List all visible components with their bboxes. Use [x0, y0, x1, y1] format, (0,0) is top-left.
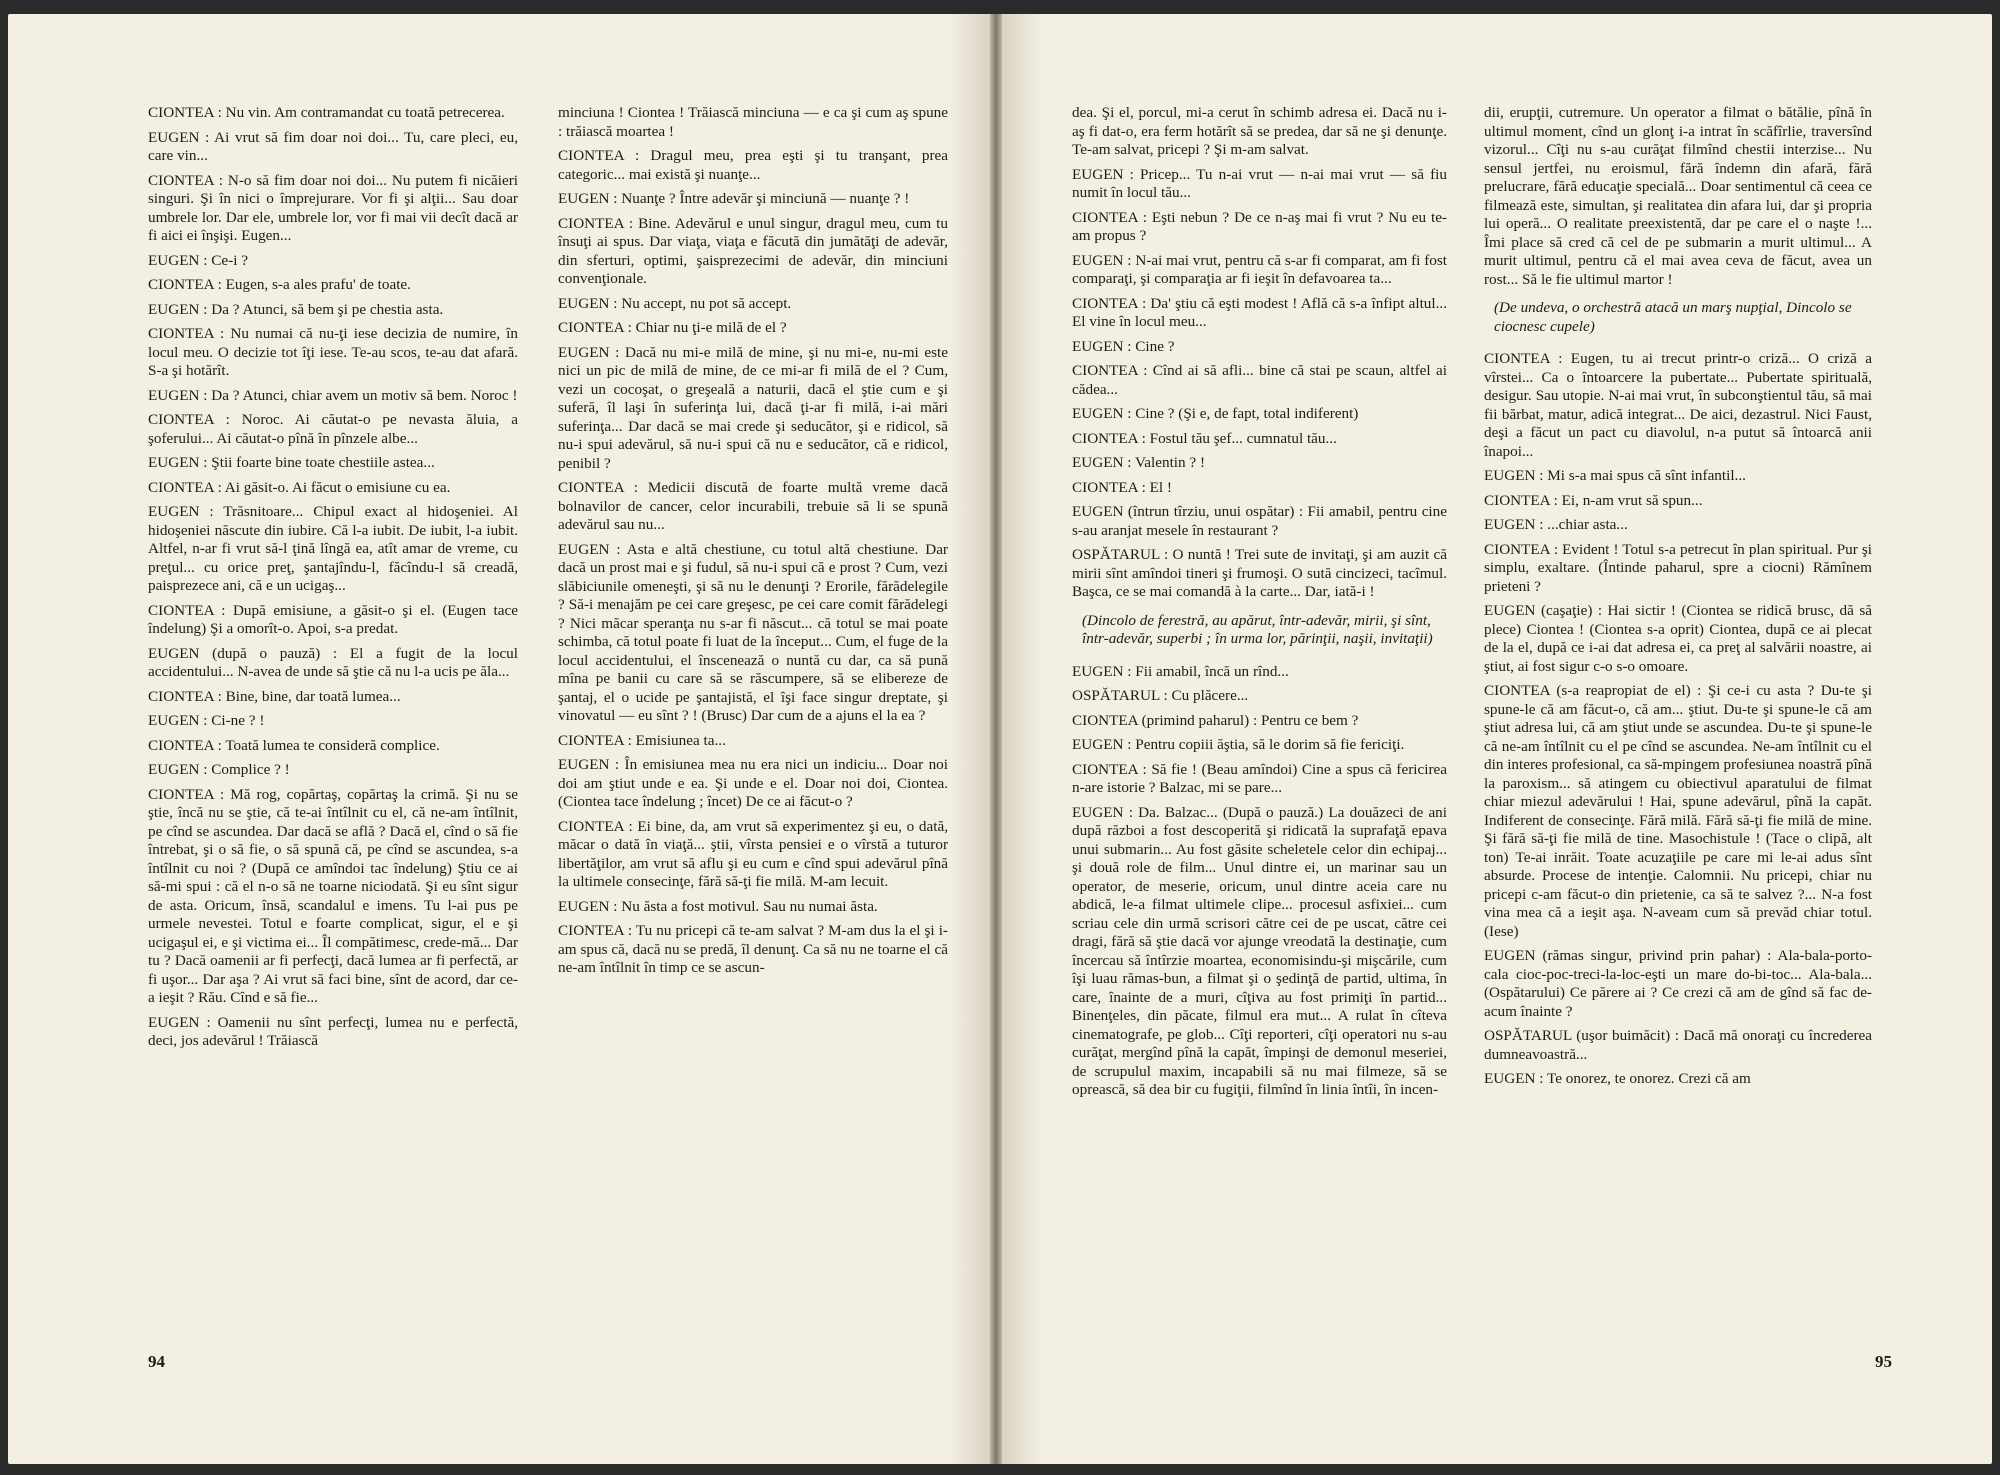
dialogue-line: EUGEN : ...chiar asta...: [1484, 516, 1628, 533]
dialogue-line: EUGEN (caşaţie) : Hai sictir ! (Ciontea se ridică brusc, dă să plece) Ciontea ! (Ciontea s-a oprit) Ciontea, după ce ai plecat de la el, după ce i-ai dat adresa ei, ca preţ al salvării noastre, ai ştiut, ai fost sigur c-o s-o omoare.: [1484, 602, 1872, 675]
dialogue-line: CIONTEA : Tu nu pricepi că te-am salvat ? M-am dus la el şi i-am spus că, dacă nu se predă, îl denunţ. Ca să nu ne toarne el că ne-am întîlnit în timp ce se ascun-: [558, 922, 948, 976]
dialogue-line: dea. Şi el, porcul, mi-a cerut în schimb adresa ei. Dacă nu i-aş fi dat-o, era ferm hotărît să se predea, dar să ne şi denunţe. Te-am salvat, pricepi ? Şi m-am salvat.: [1072, 104, 1447, 158]
dialogue-line: EUGEN : Te onorez, te onorez. Crezi că am: [1484, 1070, 1751, 1087]
dialogue-line: EUGEN : Dacă nu mi-e milă de mine, şi nu mi-e, nu-mi este nici un pic de milă de mine, de ce mi-ar fi milă de el ? Cum, vezi un cocoşat, o greşeală a naturii, dacă el ştie cum e şi suferă, îl laşi în suferinţa lui, dacă ţi-ar fi milă, i-ai mări suferinţa... Dar dacă se mai crede şi seducător, şi e ridicol, să nu-i spui adevărul, să nu-i spui că nu e seducător, că e ridicol, penibil ?: [558, 343, 948, 472]
gutter-shadow: [1002, 14, 1042, 1464]
dialogue-line: CIONTEA : Ei, n-am vrut să spun...: [1484, 491, 1703, 509]
dialogue-line: OSPĂTARUL : O nuntă ! Trei sute de invitaţi, şi am auzit că mirii sînt amîndoi tineri şi frumoşi. O sută cincizeci, tacîmul. Başca, ce se mai comandă à la carte... Dar, iată-i !: [1072, 546, 1447, 600]
dialogue-line: CIONTEA : Să fie ! (Beau amîndoi) Cine a spus că fericirea n-are istorie ? Balzac, mi se pare...: [1072, 760, 1447, 796]
stage-direction: (Dincolo de ferestră, au apărut, într-adevăr, mirii, şi sînt, într-adevăr, superbi ; în urma lor, părinţii, naşii, invitaţii): [1082, 611, 1433, 647]
page-number: 94: [148, 1352, 165, 1371]
gutter-shadow: [950, 14, 990, 1464]
right-column-2: [1484, 104, 1872, 1095]
dialogue-line: EUGEN : Da ? Atunci, să bem şi pe chestia asta.: [148, 300, 444, 318]
dialogue-line: EUGEN : Da. Balzac... (După o pauză.) La douăzeci de ani după război a fost descoperită şi ridicată la suprafaţă epava unui submarin... Au fost găsite scheletele celor din echipaj... şi două role de film... Unul dintre ei, un marinar sau un operator, de meserie, oricum, unul dintre aceia care nu abdică, le-a filmat ultimele clipe... procesul asfixiei... cum scriau cele din urmă scrisori către cei de pe uscat, către cei dragi, fără să ştie dacă vor ajunge vreodată la destinaţie, cum încercau să întîrzie moartea, economisindu-şi mişcările, cum îşi luau rămas-bun, a filmat şi o şedinţă de partid, ultima, în care, înainte de a muri, cîţiva au fost primiţi în partid... Binenţeles, din păcate, filmul era mut... A rulat în cîteva cinematografe, pe glob... Cîţi reporteri, cîţi operatori nu s-au curăţat, mergînd pînă la capăt, împinşi de demonul meseriei, de scrupulul maxim, incapabili să nu mai filmeze, să se oprească, să dea bir cu fugiţii, filmînd în linia întîi, în incen-: [1072, 803, 1447, 1098]
dialogue-line: EUGEN : Nu ăsta a fost motivul. Sau nu numai ăsta.: [558, 897, 878, 915]
dialogue-line: CIONTEA : Dragul meu, prea eşti şi tu tranşant, prea categoric... mai există şi nuanţe...: [558, 147, 948, 183]
dialogue-line: CIONTEA : N-o să fim doar noi doi... Nu putem fi nicăieri singuri. Şi în nici o împrejurare. Vor fi şi alţii... Sau doar umbrele lor. Dar ele, umbrele lor, vor fi mai vii decît dacă ar fi aici ei înşişi. Eugen...: [148, 171, 518, 244]
right-page: [1002, 14, 1992, 1464]
dialogue-line: CIONTEA (s-a reapropiat de el) : Şi ce-i cu asta ? Du-te şi spune-le că am făcut-o, că am... ştiut. Du-te şi spune-le că am ştiut adresa lui, că am ştiut unde se ascundea. Du-te şi spune-le că ne-am întîlnit cu el pe cînd se ascundea. Ne-am întîlnit cu el din interes profesional, ca să-mpingem profesiunea noastră pînă la paroxism... să atingem cu obiectivul aparatului de filmat chiar miezul adevărului ! Hai, spune adevărul, pînă la capăt. Indiferent de consecinţe. Fără milă. Fără să-ţi fie milă de mine. Şi fără să-ţi fie milă de tine. Masochistule ! (Tace o clipă, alt ton) Te-ai inrăit. Toate acuzaţiile pe care mi le-ai adus sînt absurde. Procese de intenţie. Calomnii. Nu pricepi, chiar nu pricepi c-am făcut-o din prietenie, ca să te salvez ?... N-a fost vina mea că a ieşit aşa. N-aveam cum să prevăd chiar totul. (Iese): [1484, 682, 1872, 940]
dialogue-line: CIONTEA (primind paharul) : Pentru ce bem ?: [1072, 711, 1359, 729]
dialogue-line: CIONTEA : El !: [1072, 478, 1172, 496]
dialogue-line: CIONTEA : Ai găsit-o. Ai făcut o emisiune cu ea.: [148, 478, 451, 496]
dialogue-line: EUGEN : Ai vrut să fim doar noi doi... Tu, care pleci, eu, care vin...: [148, 128, 518, 164]
dialogue-line: EUGEN : Complice ? !: [148, 761, 290, 778]
dialogue-line: EUGEN : Da ? Atunci, chiar avem un motiv să bem. Noroc !: [148, 386, 518, 404]
dialogue-line: EUGEN (întrun tîrziu, unui ospătar) : Fii amabil, pentru cine s-au aranjat mesele în restaurant ?: [1072, 503, 1447, 539]
right-column-1: [1072, 104, 1447, 1106]
dialogue-line: EUGEN : Pentru copiii ăştia, să le dorim să fie fericiţi.: [1072, 736, 1405, 753]
page-number: 95: [1875, 1352, 1892, 1371]
dialogue-line: CIONTEA : Cînd ai să afli... bine că stai pe scaun, altfel ai cădea...: [1072, 362, 1447, 398]
dialogue-line: CIONTEA : Eşti nebun ? De ce n-aş mai fi vrut ? Nu eu te-am propus ?: [1072, 208, 1447, 244]
dialogue-line: CIONTEA : După emisiune, a găsit-o şi el. (Eugen tace îndelung) Şi a omorît-o. Apoi, s-a predat.: [148, 601, 518, 637]
dialogue-line: EUGEN (după o pauză) : El a fugit de la locul accidentului... N-avea de unde să ştie că nu l-a ucis pe ăla...: [148, 644, 518, 680]
dialogue-line: CIONTEA : Da' ştiu că eşti modest ! Află că s-a înfipt altul... El vine în locul meu...: [1072, 294, 1447, 330]
dialogue-line: EUGEN (rămas singur, privind prin pahar) : Ala-bala-porto-cala cioc-poc-treci-la-loc-eşti un mare do-bi-toc... Ala-bala... (Ospătarului) Ce părere ai ? Ce crezi că am de gînd să fac de-acum înainte ?: [1484, 947, 1872, 1020]
dialogue-line: EUGEN : Trăsnitoare... Chipul exact al hidoşeniei. Al hidoşeniei născute din iubire. Că l-a iubit. De iubit, l-a iubit. Altfel, n-ar fi vrut să-l ţină lîngă ea, atît amar de vreme, cu preţul... cu orice preţ, şantajîndu-l, făcîndu-l să creadă, paisprezece ani, că e un ucigaş...: [148, 503, 518, 594]
dialogue-line: CIONTEA : Eugen, tu ai trecut printr-o criză... O criză a vîrstei... Ca o întoarcere la pubertate... Pubertate spirituală, desigur. Sau utopie. N-ai mai vrut, în subconştientul tău, să mai fii bărbat, matur, adică integrat... De aici, dezastrul. Nici Faust, deşi a făcut un pact cu diavolul, n-a putut să întoarcă anii înapoi...: [1484, 350, 1872, 460]
left-page: [8, 14, 990, 1464]
dialogue-line: CIONTEA : Eugen, s-a ales prafu' de toate.: [148, 276, 411, 293]
book-spine: [990, 14, 1002, 1464]
dialogue-line: minciuna ! Ciontea ! Trăiască minciuna — e ca şi cum aş spune : trăiască moartea !: [558, 104, 948, 140]
dialogue-line: CIONTEA : Fostul tău şef... cumnatul tău...: [1072, 429, 1337, 447]
dialogue-line: CIONTEA : Toată lumea te consideră complice.: [148, 736, 440, 754]
dialogue-line: CIONTEA : Medicii discută de foarte multă vreme dacă bolnavilor de cancer, celor incurabili, trebuie să li se spună adevărul sau nu...: [558, 479, 948, 533]
dialogue-line: CIONTEA : Nu numai că nu-ţi iese decizia de numire, în locul meu. O decizie tot îţi iese. Te-au scos, te-au dat afară. S-a şi hotărît.: [148, 325, 518, 379]
dialogue-line: CIONTEA : Chiar nu ţi-e milă de el ?: [558, 319, 787, 336]
dialogue-line: EUGEN : Asta e altă chestiune, cu totul altă chestiune. Dar dacă un prost mai e şi fudul, să nu-i spui că e prost ? Cum, vezi slăbiciunile omeneşti, şi să nu le denunţi ? Erorile, fărădelegile ? Să-i menajăm pe cei care greşesc, pe cei care comit fărădelegi ? Nici măcar speranţa nu s-ar fi născut... că totul se mai poate schimba, că totul poate fi luat de la început... Cum, el fuge de la locul accidentului, el înscenează o nuntă cu dar, ca să pună mîna pe banii cu care să se răscumpere, să se elibereze de şantaj, el o ucide pe şantajistă, el îşi face singur dreptate, şi vinovatul — eu sînt ? ! (Brusc) Dar cum de a ajuns el la ea ?: [558, 540, 948, 724]
dialogue-line: EUGEN : Nuanţe ? Între adevăr şi minciună — nuanţe ? !: [558, 190, 910, 207]
dialogue-line: EUGEN : În emisiunea mea nu era nici un indiciu... Doar noi doi am ştiut unde e ea. Şi unde e el. Doar noi doi, Ciontea. (Ciontea tace îndelung ; încet) De ce ai făcut-o ?: [558, 756, 948, 810]
dialogue-line: EUGEN : Pricep... Tu n-ai vrut — n-ai mai vrut — să fiu numit în locul tău...: [1072, 165, 1447, 201]
left-column-2: [558, 104, 948, 984]
dialogue-line: EUGEN : Cine ? (Şi e, de fapt, total indiferent): [1072, 405, 1359, 422]
dialogue-line: EUGEN : Ci-ne ? !: [148, 712, 265, 729]
dialogue-line: CIONTEA : Mă rog, copărtaş, copărtaş la crimă. Şi nu se ştie, încă nu se ştie, că te-ai întîlnit cu el, că ne-am întîlnit, pe cînd se ascundea. Dar dacă se află ? Dacă el, cînd o să fie întrebat, şi o să fie, o să spună că, pe cînd se ascundea, s-a întîlnit cu noi ? (După ce amîndoi tac îndelung) Ştiu ce ai să-mi spui : că el n-o să ne toarne niciodată. Şi eu sînt sigur de asta. Oricum, însă, scandalul e imens. Tu l-ai pus pe urmele nevestei. Totul e foarte complicat, sigur, el e şi ucigaşul ei, e şi victima ei... Îl compătimesc, crede-mă... Dar tu ? Dacă oamenii ar fi perfecţi, dacă lumea ar fi perfectă, ar fi uşor... Dar aşa ? Ai vrut să faci bine, sînt de acord, dar ce-a ieşit ? Rău. Cînd e să fie...: [148, 785, 518, 1006]
dialogue-line: CIONTEA : Bine. Adevărul e unul singur, dragul meu, cum tu însuţi ai spus. Dar viaţa, viaţa e făcută din jumătăţi de adevăr, din sferturi, optimi, şaisprezecimi de adevăr, din minciuni convenţionale.: [558, 214, 948, 287]
dialogue-line: EUGEN : Valentin ? !: [1072, 454, 1206, 471]
dialogue-line: CIONTEA : Emisiunea ta...: [558, 731, 726, 749]
dialogue-line: EUGEN : Fii amabil, încă un rînd...: [1072, 662, 1289, 680]
dialogue-line: EUGEN : Ce-i ?: [148, 251, 248, 269]
dialogue-line: OSPĂTARUL (uşor buimăcit) : Dacă mă onoraţi cu încrederea dumneavoastră...: [1484, 1027, 1872, 1063]
dialogue-line: EUGEN : Oamenii nu sînt perfecţi, lumea nu e perfectă, deci, jos adevărul ! Trăiască: [148, 1013, 518, 1049]
dialogue-line: OSPĂTARUL : Cu plăcere...: [1072, 687, 1249, 704]
dialogue-line: EUGEN : Ştii foarte bine toate chestiile astea...: [148, 454, 435, 471]
dialogue-line: CIONTEA : Noroc. Ai căutat-o pe nevasta ăluia, a şoferului... Ai căutat-o pînă în pînzele albe...: [148, 411, 518, 447]
dialogue-line: EUGEN : Nu accept, nu pot să accept.: [558, 294, 792, 312]
dialogue-line: CIONTEA : Ei bine, da, am vrut să experimentez şi eu, o dată, măcar o dată în viaţă... ştii, vîrsta pensiei e o vîrstă a tuturor libertăţilor, am vrut să aflu şi eu cum e cînd spui adevărul pînă la ultimele consecinţe, fără să-ţi fie milă. M-am lecuit.: [558, 817, 948, 890]
dialogue-line: CIONTEA : Nu vin. Am contramandat cu toată petrecerea.: [148, 104, 505, 121]
dialogue-line: CIONTEA : Evident ! Totul s-a petrecut în plan spiritual. Pur şi simplu, exaltare. (Întinde paharul, spre a ciocni) Rămînem prieteni ?: [1484, 540, 1872, 595]
dialogue-line: dii, erupţii, cutremure. Un operator a filmat o bătălie, pînă în ultimul moment, cînd un glonţ i-a intrat în scăfîrlie, traversînd vizorul... Cîţi nu s-au curăţat filmînd chestii interzise... Nu sensul jertfei, nu eroismul, fără îndemn din afară, fără prelucrare, fără educaţie specială... Doar sentimentul că ceea ce filmează este, simultan, şi realitatea din afara lui, dar şi propria lui operă... O realitate preexistentă, dar pe care el o naşte !... Îmi place să cred că cel de pe submarin a murit ultimul... A murit ultimul, pentru că el mai avea ceva de făcut, avea un rost... Să le fie ultimul martor !: [1484, 104, 1872, 288]
left-column-1: [148, 104, 518, 1057]
dialogue-line: EUGEN : Cine ?: [1072, 337, 1175, 355]
dialogue-line: EUGEN : N-ai mai vrut, pentru că s-ar fi comparat, am fi fost comparaţi, şi comparaţia ar fi ieşit în defavoarea ta...: [1072, 251, 1447, 287]
dialogue-line: EUGEN : Mi s-a mai spus că sînt infantil...: [1484, 467, 1746, 484]
dialogue-line: CIONTEA : Bine, bine, dar toată lumea...: [148, 687, 401, 705]
stage-direction: (De undeva, o orchestră atacă un marş nupţial, Dincolo se ciocnesc cupele): [1494, 299, 1852, 335]
